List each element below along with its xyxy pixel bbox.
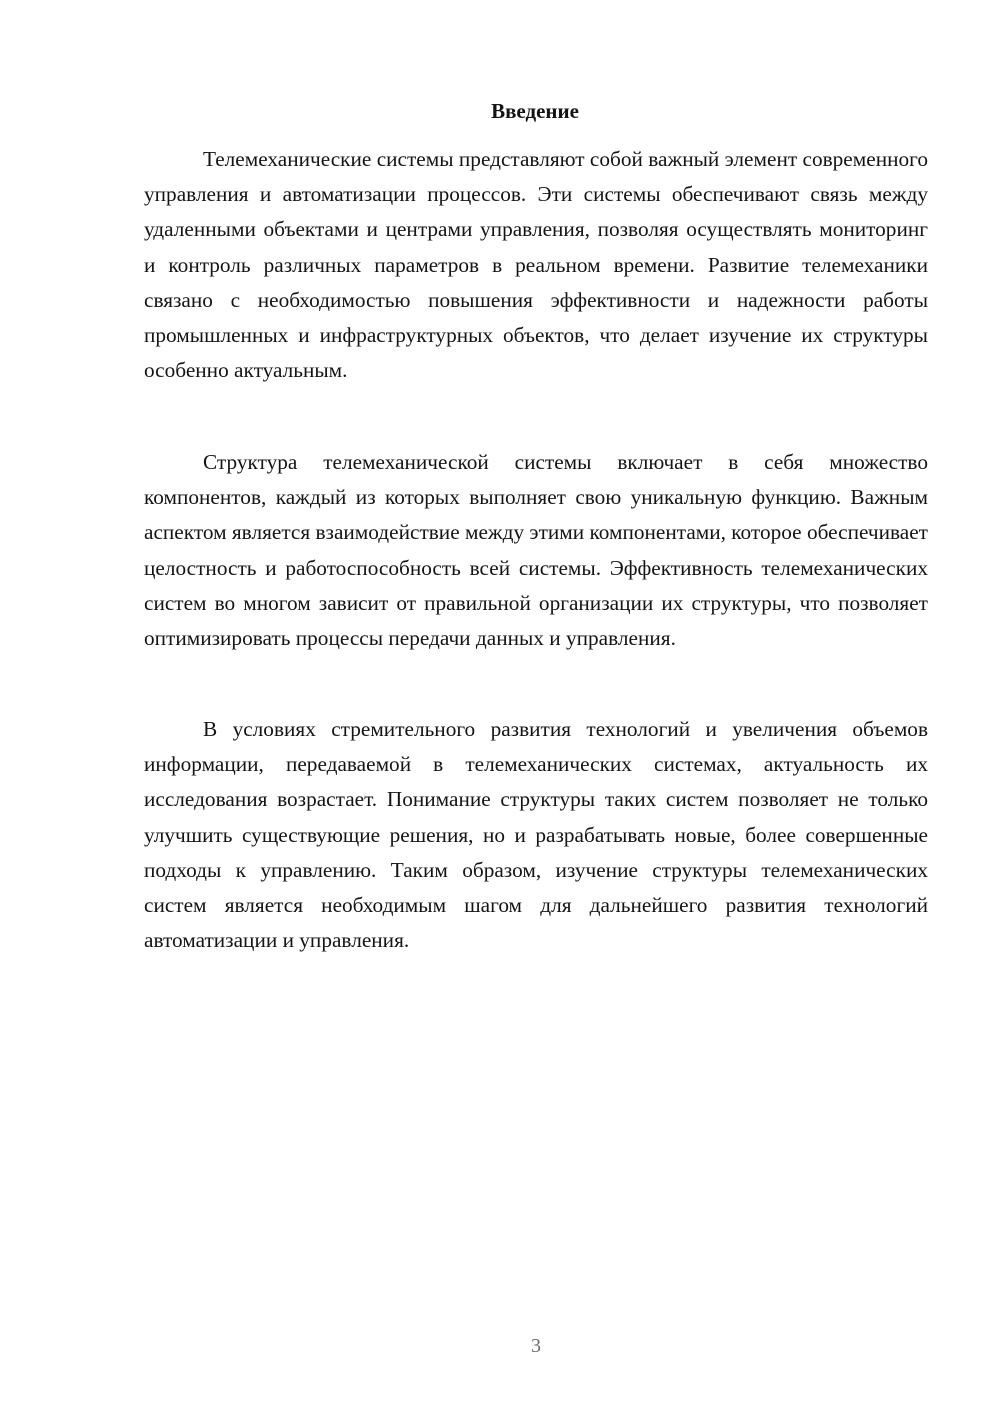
- paragraph-1: Телемеханические системы представляют собой важный элемент современного управления и автоматизации процессов. Эти системы обеспечивают связь между удаленными объектами и центрами управления, позволяя осуществлять мониторинг и контроль различных параметров в реальном времени. Развитие телемеханики связано с необходимостью повышения эффективности и надежности работы промышленных и инфраструктурных объектов, что делает изучение их структуры особенно актуальным.: [144, 147, 928, 383]
- paragraph-3: В условиях стремительного развития технологий и увеличения объемов информации, передаваемой в телемеханических системах, актуальность их исследования возрастает. Понимание структуры таких систем позволяет не только улучшить существующие решения, но и разрабатывать новые, более совершенные подходы к управлению. Таким образом, изучение структуры телемеханических систем является необходимым шагом для дальнейшего развития технологий автоматизации и управления.: [144, 717, 928, 953]
- page-number: 3: [531, 1335, 541, 1357]
- section-heading: Введение: [491, 99, 579, 123]
- paragraph-2: Структура телемеханической системы включает в себя множество компонентов, каждый из которых выполняет свою уникальную функцию. Важным аспектом является взаимодействие между этими компонентами, которое обеспечивает целостность и работоспособность всей системы. Эффективность телемеханических систем во многом зависит от правильной организации их структуры, что позволяет оптимизировать процессы передачи данных и управления.: [144, 450, 928, 651]
